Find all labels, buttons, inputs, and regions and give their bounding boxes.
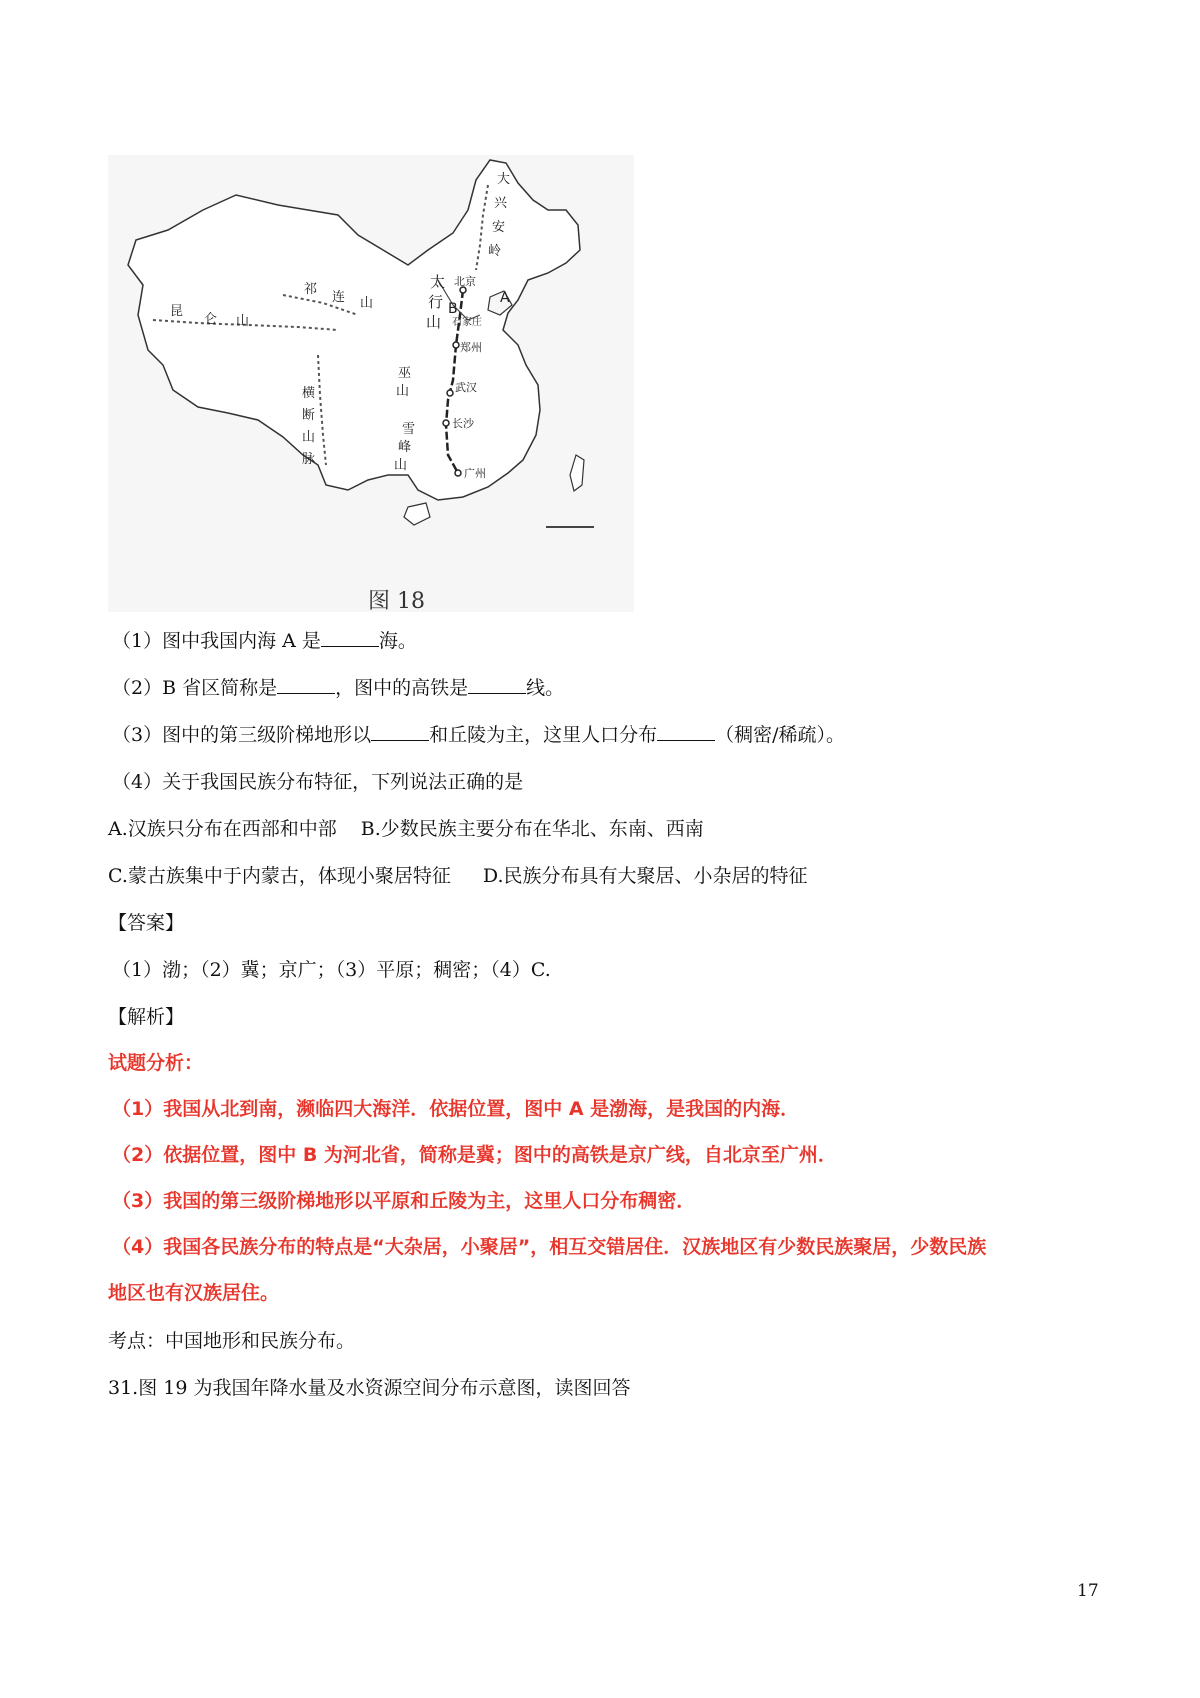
kaodian: 考点：中国地形和民族分布。 — [108, 1330, 356, 1352]
label-hang: 行 — [428, 293, 444, 311]
hainan-island — [404, 503, 430, 525]
label-wu: 巫 — [398, 366, 412, 381]
page-number: 17 — [1077, 1581, 1099, 1601]
option-b: B.少数民族主要分布在华北、东南、西南 — [360, 818, 704, 840]
q2-pre: （2）B 省区简称是 — [112, 677, 278, 699]
label-shan-hengduan: 山 — [302, 430, 316, 445]
analysis-p4b: 地区也有汉族居住。 — [108, 1282, 280, 1304]
china-map-figure — [108, 155, 634, 612]
figure-caption: 图 18 — [368, 589, 425, 614]
analysis-p2: （2）依据位置，图中 B 为河北省，简称是冀；图中的高铁是京广线，自北京至广州． — [112, 1144, 837, 1166]
label-heng: 横 — [302, 386, 316, 401]
q2-post: 线。 — [526, 677, 565, 699]
analysis-p1: （1）我国从北到南，濒临四大海洋．依据位置，图中 A 是渤海，是我国的内海． — [112, 1098, 800, 1120]
label-lian: 连 — [332, 290, 346, 305]
label-zhengzhou: 郑州 — [460, 341, 482, 354]
changsha-marker — [443, 420, 449, 426]
china-map — [108, 155, 634, 612]
label-qi: 祁 — [304, 282, 318, 297]
q2-blank-2 — [468, 675, 526, 694]
analysis-p3: （3）我国的第三级阶梯地形以平原和丘陵为主，这里人口分布稠密． — [112, 1190, 696, 1212]
label-shan-xuefeng: 山 — [394, 458, 408, 473]
option-a: A.汉族只分布在西部和中部 — [108, 818, 337, 840]
label-ling: 岭 — [488, 244, 502, 259]
label-shan-kunlun: 山 — [236, 314, 250, 329]
label-changsha: 长沙 — [452, 417, 474, 430]
taiwan-island — [570, 455, 584, 491]
q1-pre: （1）图中我国内海 A 是 — [112, 630, 321, 652]
label-da: 大 — [497, 172, 511, 187]
analysis-heading: 【解析】 — [108, 1006, 185, 1028]
question-4: （4）关于我国民族分布特征，下列说法正确的是 — [112, 771, 524, 793]
label-kun: 昆 — [170, 304, 184, 319]
q3-post: （稠密/稀疏）。 — [715, 724, 846, 746]
zhengzhou-marker — [453, 342, 459, 348]
label-guangzhou: 广州 — [464, 467, 486, 480]
q1-post: 海。 — [378, 630, 417, 652]
wuhan-marker — [447, 390, 453, 396]
analysis-p4a: （4）我国各民族分布的特点是“大杂居，小聚居”，相互交错居住．汉族地区有少数民族聚居，少数民族 — [112, 1236, 987, 1258]
option-ab — [108, 816, 704, 842]
label-A: A — [500, 290, 510, 306]
china-outline — [128, 160, 580, 500]
label-shan-wu: 山 — [396, 384, 410, 399]
label-tai: 太 — [430, 273, 446, 291]
analysis-title: 试题分析： — [108, 1052, 204, 1074]
label-shijiazhuang: 石家庄 — [452, 317, 482, 328]
label-xue: 雪 — [402, 422, 416, 437]
q2-mid: ，图中的高铁是 — [335, 677, 469, 699]
label-xing: 兴 — [494, 196, 508, 211]
option-c: C.蒙古族集中于内蒙古，体现小聚居特征 — [108, 865, 451, 887]
question-31: 31.图 19 为我国年降水量及水资源空间分布示意图，读图回答 — [108, 1377, 631, 1399]
q3-blank-2 — [657, 722, 715, 741]
label-shan-qilian: 山 — [360, 296, 374, 311]
answer-heading: 【答案】 — [108, 912, 185, 934]
question-3 — [112, 722, 845, 748]
question-2 — [112, 675, 564, 701]
label-shan-taihang: 山 — [426, 313, 442, 331]
answer-text: （1）渤；（2）冀；京广；（3）平原；稠密；（4）C. — [112, 959, 551, 981]
q3-mid: 和丘陵为主，这里人口分布 — [429, 724, 658, 746]
label-wuhan: 武汉 — [455, 381, 477, 394]
q1-blank — [321, 628, 379, 647]
label-lun: 仑 — [204, 312, 218, 327]
label-an: 安 — [492, 220, 506, 235]
label-duan: 断 — [302, 408, 316, 423]
option-cd — [108, 863, 808, 889]
label-B: B — [448, 301, 458, 317]
label-feng: 峰 — [398, 440, 412, 455]
label-beijing: 北京 — [454, 275, 476, 288]
question-1 — [112, 628, 417, 654]
q2-blank-1 — [277, 675, 335, 694]
guangzhou-marker — [455, 470, 461, 476]
label-mai: 脉 — [302, 452, 316, 467]
option-d: D.民族分布具有大聚居、小杂居的特征 — [482, 865, 808, 887]
q3-pre: （3）图中的第三级阶梯地形以 — [112, 724, 372, 746]
q3-blank-1 — [371, 722, 429, 741]
